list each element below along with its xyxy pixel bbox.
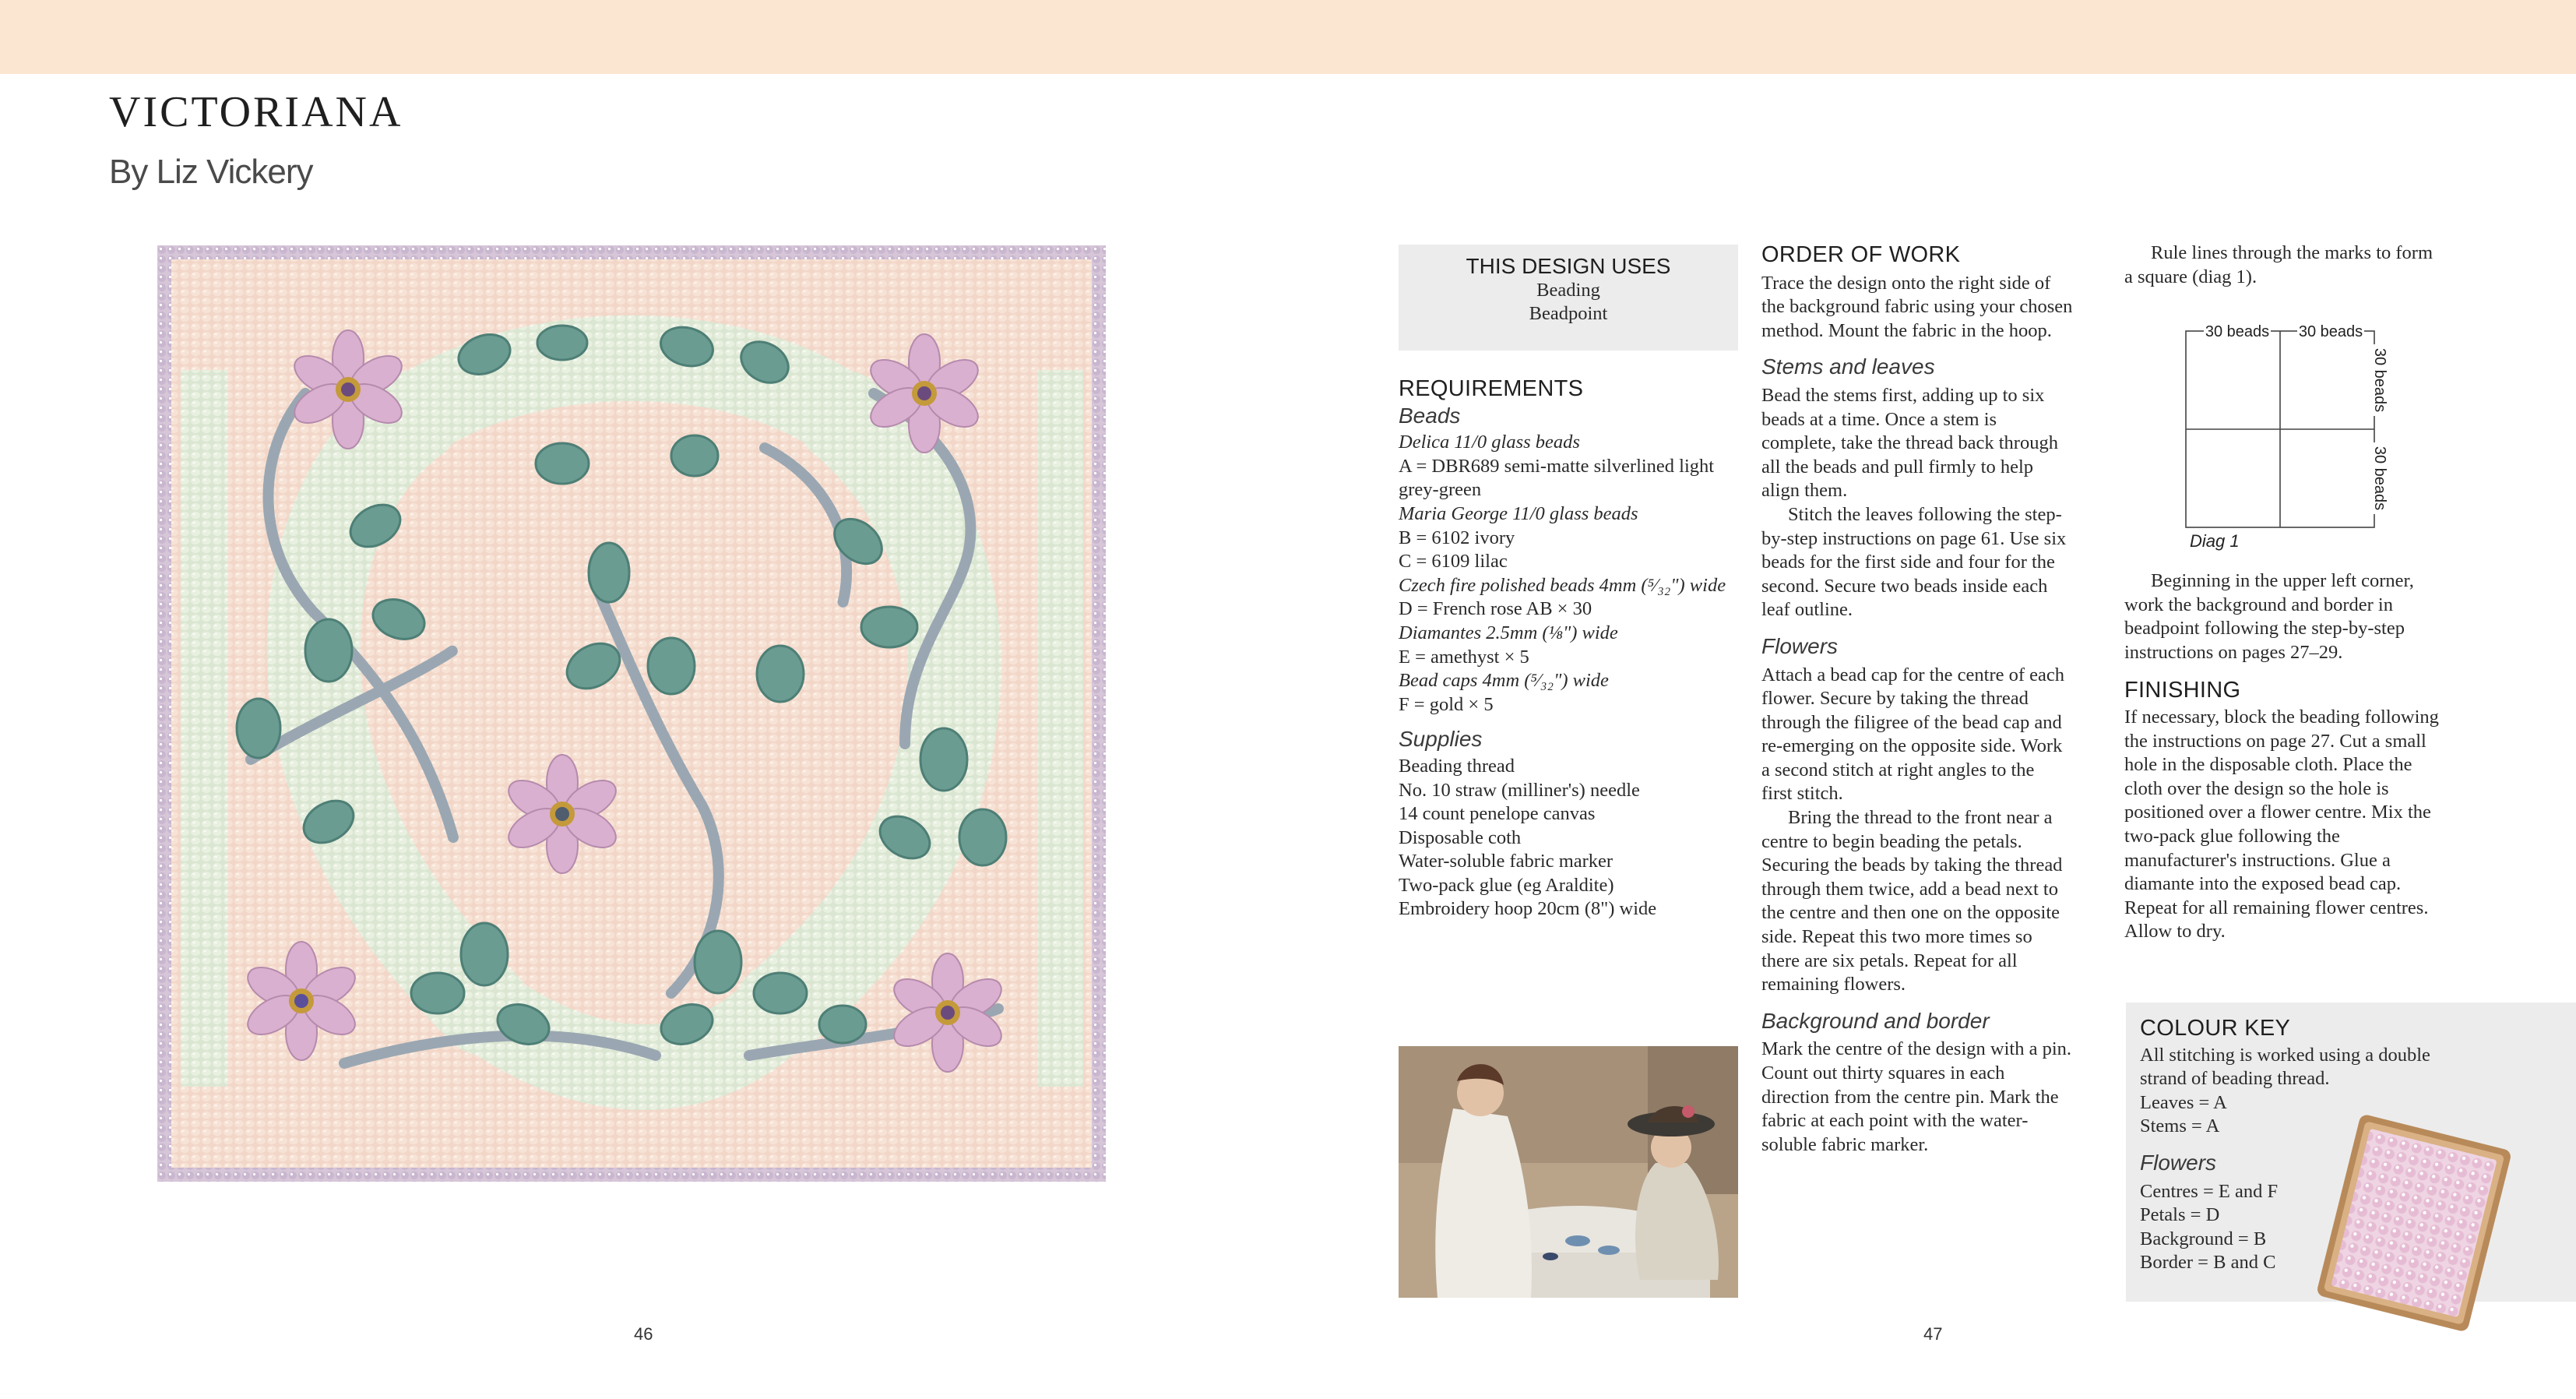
- beads-heading: Beads: [1399, 403, 1461, 428]
- text-line: method. Mount the fabric in the hoop.: [1761, 319, 2052, 341]
- text-line: re-emerging on the opposite side. Work: [1761, 735, 2063, 757]
- bead-case-photo: [2305, 1106, 2523, 1340]
- text-line: Disposable coth: [1399, 826, 1522, 848]
- order-of-work-column: [1761, 243, 2104, 1157]
- text-line: Embroidery hoop 20cm (8") wide: [1399, 898, 1657, 920]
- text-line: the background fabric using your chosen: [1761, 296, 2073, 318]
- text-line: a second stitch at right angles to the: [1761, 759, 2035, 781]
- text-line: Securing the beads by taking the thread: [1761, 855, 2063, 876]
- text-line: align them.: [1761, 480, 1848, 502]
- beads-list: [1399, 431, 1741, 717]
- flowers-heading: Flowers: [1761, 633, 1839, 658]
- text-line: side. Repeat this two more times so: [1761, 926, 2032, 948]
- text-line: Mark the centre of the design with a pin.: [1761, 1038, 2072, 1060]
- text-line: strand of beading thread.: [2140, 1068, 2330, 1090]
- text-line: Repeat for all remaining flower centres.: [2124, 897, 2429, 918]
- text-line: Bead the stems first, adding up to six: [1761, 384, 2045, 406]
- text-line: Czech fire polished beads 4mm (⁵⁄₃₂") wide: [1399, 574, 1726, 596]
- supplies-list: [1399, 755, 1741, 922]
- diag-side-label-top: 30 beads: [2371, 347, 2388, 413]
- text-line: Bead caps 4mm (⁵⁄₃₂") wide: [1399, 670, 1609, 692]
- text-line: Beginning in the upper left corner,: [2151, 570, 2414, 591]
- text-line: diamante into the exposed bead cap.: [2124, 873, 2402, 895]
- colour-key-flowers-heading: Flowers: [2140, 1150, 2217, 1175]
- text-line: Leaves = A: [2140, 1091, 2227, 1113]
- text-line: first stitch.: [1761, 783, 1843, 805]
- order-of-work-intro: [1761, 272, 2104, 344]
- text-line: Stitch the leaves following the step-: [1788, 503, 2062, 525]
- text-line: manufacturer's instructions. Glue a: [2124, 849, 2391, 871]
- text-line: hole in the disposable cloth. Place the: [2124, 754, 2412, 776]
- text-line: Attach a bead cap for the centre of each: [1761, 664, 2065, 685]
- design-uses-box: [1399, 245, 1738, 351]
- finishing-heading: FINISHING: [2124, 678, 2241, 703]
- text-line: B = 6102 ivory: [1399, 527, 1515, 548]
- text-line: all the beads and pull firmly to help: [1761, 456, 2034, 477]
- finishing-paragraph: [2124, 706, 2467, 944]
- text-line: flower. Secure by taking the thread: [1761, 688, 2029, 710]
- text-line: All stitching is worked using a double: [2140, 1044, 2430, 1066]
- text-line: Diamantes 2.5mm (⅛") wide: [1399, 622, 1618, 643]
- text-line: Trace the design onto the right side of: [1761, 272, 2051, 294]
- text-line: Bring the thread to the front near a: [1788, 807, 2053, 829]
- text-line: C = 6109 lilac: [1399, 551, 1508, 573]
- diagram-1: [2173, 319, 2398, 561]
- text-line: Centres = E and F: [2140, 1180, 2279, 1202]
- text-line: second. Secure two beads inside each: [1761, 575, 2048, 597]
- text-line: the centre and then one on the opposite: [1761, 902, 2060, 924]
- order-of-work-heading: ORDER OF WORK: [1761, 242, 1961, 267]
- text-line: grey-green: [1399, 479, 1482, 501]
- background-paragraph: [1761, 1038, 2104, 1157]
- text-line: direction from the centre pin. Mark the: [1761, 1086, 2059, 1108]
- text-line: Rule lines through the marks to form: [2151, 242, 2433, 263]
- text-line: Allow to dry.: [2124, 921, 2226, 943]
- design-uses-heading: THIS DESIGN USES: [1466, 254, 1671, 278]
- diag-top-label-left: 30 beads: [2205, 323, 2270, 340]
- flowers-paragraph-2: [1761, 806, 2104, 997]
- text-line: Border = B and C: [2140, 1252, 2276, 1274]
- text-line: Stems = A: [2140, 1115, 2220, 1137]
- text-line: Beading thread: [1399, 755, 1515, 777]
- text-line: complete, take the thread back through: [1761, 432, 2058, 454]
- text-line: centre to begin beading the petals.: [1761, 830, 2022, 852]
- text-line: Water-soluble fabric marker: [1399, 851, 1614, 872]
- text-line: beads for the first side and four for the: [1761, 551, 2055, 573]
- background-border-heading: Background and border: [1761, 1008, 1990, 1033]
- text-line: 14 count penelope canvas: [1399, 803, 1596, 825]
- text-line: E = amethyst × 5: [1399, 646, 1529, 668]
- diag-caption: Diag 1: [2190, 531, 2240, 551]
- text-line: a square (diag 1).: [2124, 266, 2258, 287]
- text-line: Delica 11/0 glass beads: [1399, 432, 1580, 453]
- text-line: beadpoint following the step-by-step: [2124, 618, 2405, 640]
- rule-lines-paragraph: [2124, 241, 2467, 289]
- design-uses-item: Beading: [1536, 280, 1600, 301]
- text-line: there are six petals. Repeat for all: [1761, 950, 2018, 971]
- text-line: If necessary, block the beading following: [2124, 706, 2439, 728]
- victorian-tea-painting: [1399, 1046, 1738, 1298]
- diag-side-label-bottom: 30 beads: [2371, 446, 2388, 511]
- requirements-heading: REQUIREMENTS: [1399, 376, 1584, 401]
- beginning-paragraph: [2124, 569, 2467, 664]
- text-line: beads at a time. Once a stem is: [1761, 408, 1997, 430]
- requirements-column: [1399, 377, 1741, 922]
- text-line: No. 10 straw (milliner's) needle: [1399, 779, 1640, 801]
- flowers-paragraph-1: [1761, 664, 2104, 807]
- text-line: through the filigree of the bead cap and: [1761, 711, 2062, 733]
- text-line: fabric at each point with the water-: [1761, 1110, 2029, 1132]
- text-line: positioned over a flower centre. Mix the: [2124, 802, 2431, 823]
- text-line: soluble fabric marker.: [1761, 1133, 1929, 1155]
- col3-top-text: [2124, 241, 2467, 289]
- text-line: Two-pack glue (eg Araldite): [1399, 874, 1614, 896]
- stems-paragraph: [1761, 384, 2104, 503]
- beadwork-photo: [157, 245, 1106, 1182]
- design-uses-item: Beadpoint: [1529, 303, 1608, 324]
- text-line: Petals = D: [2140, 1204, 2220, 1226]
- page-title: VICTORIANA: [109, 88, 403, 136]
- col3-bottom-text: [2124, 569, 2467, 944]
- text-line: leaf outline.: [1761, 599, 1853, 621]
- text-line: two-pack glue following the: [2124, 825, 2340, 847]
- top-color-band: [0, 0, 2576, 74]
- text-line: Maria George 11/0 glass beads: [1399, 502, 1638, 524]
- text-line: D = French rose AB × 30: [1399, 598, 1592, 620]
- text-line: remaining flowers.: [1761, 974, 1906, 996]
- diag-top-label-right: 30 beads: [2298, 323, 2363, 340]
- text-line: through them twice, add a bead next to: [1761, 878, 2058, 900]
- page-number-right: 47: [1923, 1324, 1943, 1344]
- supplies-heading: Supplies: [1399, 727, 1483, 752]
- stems-leaves-heading: Stems and leaves: [1761, 354, 1935, 379]
- colour-key-heading: COLOUR KEY: [2140, 1016, 2291, 1041]
- text-line: by-step instructions on page 61. Use six: [1761, 527, 2067, 549]
- leaves-paragraph: [1761, 503, 2104, 622]
- text-line: instructions on pages 27–29.: [2124, 641, 2343, 663]
- byline: By Liz Vickery: [109, 153, 313, 191]
- text-line: cloth over the design so the hole is: [2124, 777, 2389, 799]
- text-line: Background = B: [2140, 1228, 2267, 1249]
- text-line: the instructions on page 27. Cut a small: [2124, 730, 2426, 752]
- text-line: work the background and border in: [2124, 594, 2393, 615]
- text-line: F = gold × 5: [1399, 693, 1494, 715]
- page-number-left: 46: [634, 1324, 653, 1344]
- text-line: A = DBR689 semi-matte silverlined light: [1399, 455, 1715, 477]
- text-line: Count out thirty squares in each: [1761, 1062, 2005, 1084]
